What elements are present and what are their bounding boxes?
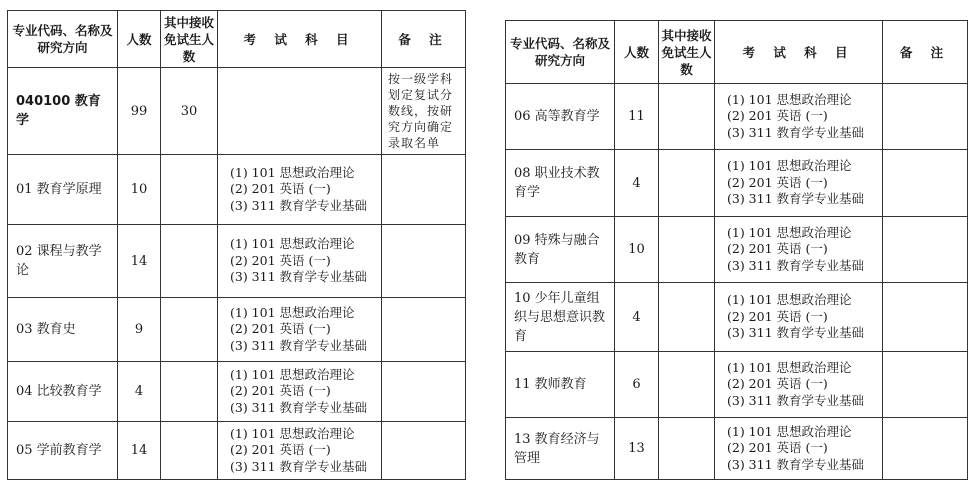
direction-name: 10 少年儿童组织与思想意识教育: [506, 283, 615, 352]
subject-politics: (1) 101 思想政治理论: [727, 292, 852, 308]
direction-count: 13: [615, 418, 659, 480]
subject-politics: (1) 101 思想政治理论: [230, 164, 355, 180]
subject-english: (2) 201 英语 (一): [230, 252, 331, 268]
direction-exempt: [659, 84, 715, 150]
direction-note: [883, 217, 968, 283]
right-header-row: [506, 21, 968, 84]
table-row: [506, 217, 968, 283]
subject-education: (3) 311 教育学专业基础: [727, 456, 865, 472]
major-header: 专业代码、名称及研究方向: [506, 21, 615, 84]
program-subjects: [218, 68, 382, 155]
subjects-header: 考 试 科 目: [218, 11, 382, 68]
subject-politics: (1) 101 思想政治理论: [230, 236, 355, 252]
direction-note: [382, 155, 466, 225]
subject-education: (3) 311 教育学专业基础: [727, 191, 865, 207]
table-row: [8, 155, 466, 225]
table-row: [8, 68, 466, 155]
direction-subjects: [218, 422, 382, 480]
direction-note: [883, 84, 968, 150]
direction-name: 03 教育史: [8, 298, 118, 362]
direction-subjects: [715, 418, 883, 480]
direction-subjects: [715, 283, 883, 352]
subject-education: (3) 311 教育学专业基础: [230, 458, 368, 474]
direction-name: 01 教育学原理: [8, 155, 118, 225]
exempt-header: 其中接收免试生人数: [161, 11, 218, 68]
left-header-row: [8, 11, 466, 68]
program-count: 99: [118, 68, 161, 155]
subject-english: (2) 201 英语 (一): [727, 376, 828, 392]
direction-note: [883, 283, 968, 352]
direction-name: 13 教育经济与管理: [506, 418, 615, 480]
direction-note: [382, 362, 466, 422]
subject-english: (2) 201 英语 (一): [727, 174, 828, 190]
subject-education: (3) 311 教育学专业基础: [230, 197, 368, 213]
count-header: 人数: [615, 21, 659, 84]
direction-subjects: [715, 84, 883, 150]
direction-count: 9: [118, 298, 161, 362]
direction-count: 11: [615, 84, 659, 150]
table-row: [8, 298, 466, 362]
program-name: 040100 教育学: [8, 68, 118, 155]
direction-note: [382, 225, 466, 298]
subject-english: (2) 201 英语 (一): [230, 321, 331, 337]
direction-exempt: [659, 217, 715, 283]
direction-exempt: [161, 225, 218, 298]
direction-note: [382, 422, 466, 480]
direction-note: [382, 298, 466, 362]
subject-politics: (1) 101 思想政治理论: [230, 304, 355, 320]
direction-note: [883, 150, 968, 217]
program-exempt: 30: [161, 68, 218, 155]
direction-exempt: [161, 298, 218, 362]
subject-english: (2) 201 英语 (一): [230, 181, 331, 197]
subject-education: (3) 311 教育学专业基础: [230, 269, 368, 285]
table-row: [506, 84, 968, 150]
table-row: [506, 418, 968, 480]
direction-subjects: [715, 150, 883, 217]
count-header: 人数: [118, 11, 161, 68]
subject-politics: (1) 101 思想政治理论: [727, 158, 852, 174]
direction-subjects: [218, 155, 382, 225]
direction-note: [883, 352, 968, 418]
subject-education: (3) 311 教育学专业基础: [727, 392, 865, 408]
direction-name: 05 学前教育学: [8, 422, 118, 480]
table-row: [8, 225, 466, 298]
direction-exempt: [659, 283, 715, 352]
program-note: 按一级学科划定复试分数线，按研究方向确定录取名单: [382, 68, 466, 155]
subject-english: (2) 201 英语 (一): [727, 241, 828, 257]
direction-exempt: [659, 352, 715, 418]
subject-education: (3) 311 教育学专业基础: [727, 325, 865, 341]
direction-count: 4: [118, 362, 161, 422]
subject-education: (3) 311 教育学专业基础: [230, 399, 368, 415]
subject-politics: (1) 101 思想政治理论: [727, 224, 852, 240]
direction-exempt: [161, 362, 218, 422]
subject-english: (2) 201 英语 (一): [230, 383, 331, 399]
direction-count: 4: [615, 283, 659, 352]
subject-politics: (1) 101 思想政治理论: [230, 425, 355, 441]
exempt-header: 其中接收免试生人数: [659, 21, 715, 84]
direction-subjects: [715, 217, 883, 283]
subject-politics: (1) 101 思想政治理论: [727, 359, 852, 375]
direction-name: 09 特殊与融合教育: [506, 217, 615, 283]
major-header: 专业代码、名称及研究方向: [8, 11, 118, 68]
direction-subjects: [218, 225, 382, 298]
subject-education: (3) 311 教育学专业基础: [230, 337, 368, 353]
subject-education: (3) 311 教育学专业基础: [727, 257, 865, 273]
subject-english: (2) 201 英语 (一): [727, 108, 828, 124]
notes-header: 备 注: [382, 11, 466, 68]
direction-exempt: [161, 155, 218, 225]
table-row: [506, 283, 968, 352]
direction-name: 04 比较教育学: [8, 362, 118, 422]
direction-count: 10: [118, 155, 161, 225]
direction-subjects: [218, 362, 382, 422]
subject-politics: (1) 101 思想政治理论: [230, 366, 355, 382]
direction-subjects: [715, 352, 883, 418]
direction-name: 06 高等教育学: [506, 84, 615, 150]
right-program-table: [505, 20, 968, 480]
subject-english: (2) 201 英语 (一): [727, 308, 828, 324]
table-row: [506, 352, 968, 418]
direction-exempt: [161, 422, 218, 480]
left-program-table: [7, 10, 466, 480]
direction-note: [883, 418, 968, 480]
direction-count: 14: [118, 225, 161, 298]
subjects-header: 考 试 科 目: [715, 21, 883, 84]
direction-exempt: [659, 150, 715, 217]
subject-politics: (1) 101 思想政治理论: [727, 91, 852, 107]
direction-name: 02 课程与教学论: [8, 225, 118, 298]
direction-count: 4: [615, 150, 659, 217]
table-row: [8, 422, 466, 480]
table-row: [8, 362, 466, 422]
notes-header: 备 注: [883, 21, 968, 84]
direction-name: 11 教师教育: [506, 352, 615, 418]
subject-english: (2) 201 英语 (一): [727, 440, 828, 456]
subject-politics: (1) 101 思想政治理论: [727, 423, 852, 439]
direction-count: 10: [615, 217, 659, 283]
subject-english: (2) 201 英语 (一): [230, 442, 331, 458]
subject-education: (3) 311 教育学专业基础: [727, 124, 865, 140]
table-row: [506, 150, 968, 217]
direction-name: 08 职业技术教育学: [506, 150, 615, 217]
direction-exempt: [659, 418, 715, 480]
direction-count: 6: [615, 352, 659, 418]
direction-subjects: [218, 298, 382, 362]
direction-count: 14: [118, 422, 161, 480]
